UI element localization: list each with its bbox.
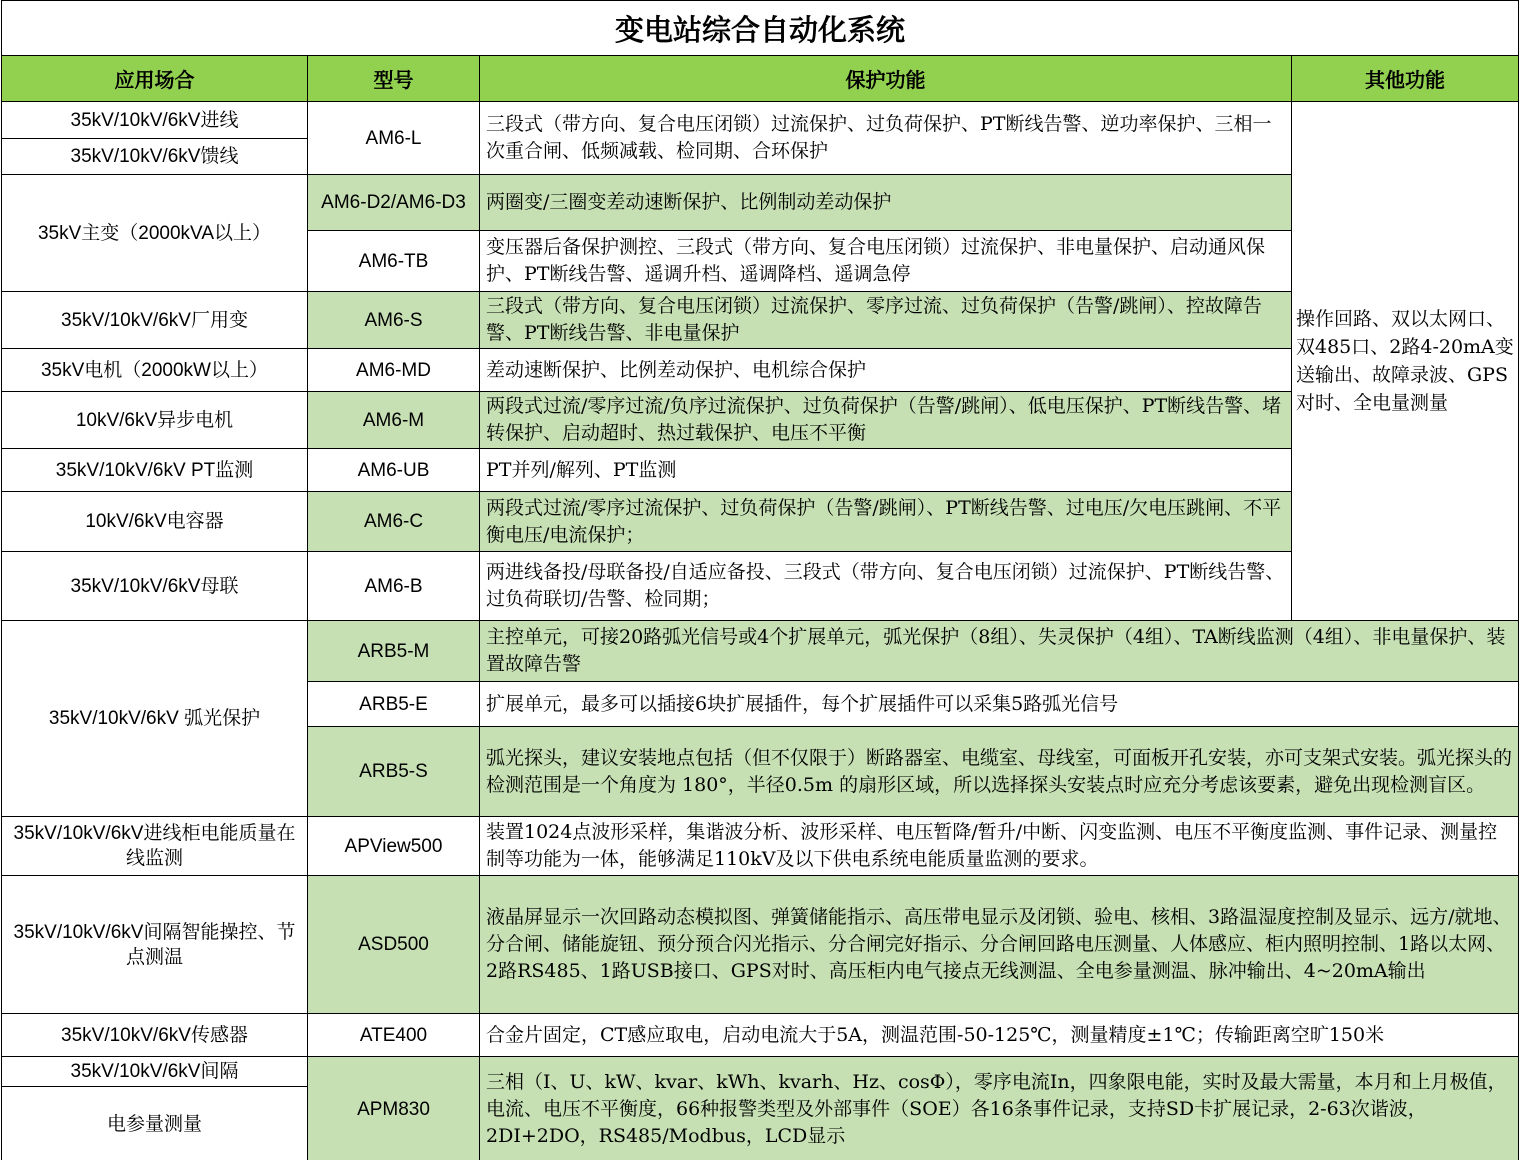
app-cell-bus-tie: 35kV/10kV/6kV母联 — [2, 552, 308, 621]
col-header-protection: 保护功能 — [480, 56, 1292, 102]
protection-cell-apm830: 三相（I、U、kW、kvar、kWh、kvarh、Hz、cosΦ），零序电流In，四象限电能，实时及最大需量，本月和上月极值，电流、电压不平衡度，66种报警类型及外部事件（SOE）各16条事件记录，支持SD卡扩展记录，2-63次谐波，2DI+2DO，RS485/Modbus，LCD显示 — [480, 1057, 1519, 1160]
protection-cell-ate400: 合金片固定，CT感应取电，启动电流大于5A，测温范围-50-125℃，测量精度±1℃；传输距离空旷150米 — [480, 1014, 1519, 1057]
model-cell-am6-s: AM6-S — [308, 292, 480, 349]
protection-cell-arb5-m: 主控单元，可接20路弧光信号或4个扩展单元，弧光保护（8组）、失灵保护（4组）、TA断线监测（4组）、非电量保护、装置故障告警 — [480, 621, 1519, 682]
protection-cell-am6-ub: PT并列/解列、PT监测 — [480, 449, 1292, 492]
model-cell-apm830: APM830 — [308, 1057, 480, 1160]
protection-cell-arb5-e: 扩展单元，最多可以插接6块扩展插件，每个扩展插件可以采集5路弧光信号 — [480, 682, 1519, 727]
app-cell-station-transformer: 35kV/10kV/6kV厂用变 — [2, 292, 308, 349]
app-cell-power-quality: 35kV/10kV/6kV进线柜电能质量在线监测 — [2, 817, 308, 876]
app-cell-feeder-line: 35kV/10kV/6kV馈线 — [2, 139, 308, 175]
protection-cell-am6-d2-d3: 两圈变/三圈变差动速断保护、比例制动差动保护 — [480, 175, 1292, 231]
col-header-application: 应用场合 — [2, 56, 308, 102]
protection-cell-am6-c: 两段式过流/零序过流保护、过负荷保护（告警/跳闸）、PT断线告警、过电压/欠电压跳闸、不平衡电压/电流保护； — [480, 492, 1292, 552]
model-cell-am6-ub: AM6-UB — [308, 449, 480, 492]
protection-cell-am6-b: 两进线备投/母联备投/自适应备投、三段式（带方向、复合电压闭锁）过流保护、PT断线告警、过负荷联切/告警、检同期； — [480, 552, 1292, 621]
model-cell-apview500: APView500 — [308, 817, 480, 876]
app-cell-arc-protection: 35kV/10kV/6kV 弧光保护 — [2, 621, 308, 817]
app-cell-bay: 35kV/10kV/6kV间隔 — [2, 1057, 308, 1087]
col-header-other: 其他功能 — [1292, 56, 1519, 102]
product-table — [1, 0, 1519, 1160]
model-cell-arb5-s: ARB5-S — [308, 727, 480, 817]
model-cell-arb5-m: ARB5-M — [308, 621, 480, 682]
model-cell-am6-md: AM6-MD — [308, 349, 480, 392]
model-cell-am6-b: AM6-B — [308, 552, 480, 621]
model-cell-ate400: ATE400 — [308, 1014, 480, 1057]
protection-cell-asd500: 液晶屏显示一次回路动态模拟图、弹簧储能指示、高压带电显示及闭锁、验电、核相、3路温湿度控制及显示、远方/就地、分合闸、储能旋钮、预分预合闪光指示、分合闸完好指示、分合闸回路电压测量、人体感应、柜内照明控制、1路以太网、2路RS485、1路USB接口、GPS对时、高压柜内电气接点无线测温、全电参量测温、脉冲输出、4~20mA输出 — [480, 876, 1519, 1014]
page-title: 变电站综合自动化系统 — [2, 1, 1519, 56]
protection-cell-am6-l: 三段式（带方向、复合电压闭锁）过流保护、过负荷保护、PT断线告警、逆功率保护、三相一次重合闸、低频减载、检同期、合环保护 — [480, 102, 1292, 175]
app-cell-capacitor: 10kV/6kV电容器 — [2, 492, 308, 552]
protection-cell-arb5-s: 弧光探头，建议安装地点包括（但不仅限于）断路器室、电缆室、母线室，可面板开孔安装，亦可支架式安装。弧光探头的检测范围是一个角度为 180°，半径0.5m 的扇形区域，所以选择探头安装点时应充分考虑该要素，避免出现检测盲区。 — [480, 727, 1519, 817]
protection-cell-am6-md: 差动速断保护、比例差动保护、电机综合保护 — [480, 349, 1292, 392]
model-cell-asd500: ASD500 — [308, 876, 480, 1014]
model-cell-am6-m: AM6-M — [308, 392, 480, 449]
model-cell-arb5-e: ARB5-E — [308, 682, 480, 727]
model-cell-am6-tb: AM6-TB — [308, 231, 480, 292]
app-cell-electric-parameter: 电参量测量 — [2, 1087, 308, 1160]
app-cell-35kv-motor: 35kV电机（2000kW以上） — [2, 349, 308, 392]
model-cell-am6-c: AM6-C — [308, 492, 480, 552]
app-cell-pt-monitoring: 35kV/10kV/6kV PT监测 — [2, 449, 308, 492]
app-cell-main-transformer: 35kV主变（2000kVA以上） — [2, 175, 308, 292]
model-cell-am6-l: AM6-L — [308, 102, 480, 175]
app-cell-sensor: 35kV/10kV/6kV传感器 — [2, 1014, 308, 1057]
protection-cell-apview500: 装置1024点波形采样，集谐波分析、波形采样、电压暂降/暂升/中断、闪变监测、电压不平衡度监测、事件记录、测量控制等功能为一体，能够满足110kV及以下供电系统电能质量监测的要求。 — [480, 817, 1519, 876]
app-cell-incoming-line: 35kV/10kV/6kV进线 — [2, 102, 308, 139]
protection-cell-am6-s: 三段式（带方向、复合电压闭锁）过流保护、零序过流、过负荷保护（告警/跳闸）、控故障告警、PT断线告警、非电量保护 — [480, 292, 1292, 349]
protection-cell-am6-tb: 变压器后备保护测控、三段式（带方向、复合电压闭锁）过流保护、非电量保护、启动通风保护、PT断线告警、遥调升档、遥调降档、遥调急停 — [480, 231, 1292, 292]
col-header-model: 型号 — [308, 56, 480, 102]
app-cell-smart-control: 35kV/10kV/6kV间隔智能操控、节点测温 — [2, 876, 308, 1014]
protection-cell-am6-m: 两段式过流/零序过流/负序过流保护、过负荷保护（告警/跳闸）、低电压保护、PT断线告警、堵转保护、启动超时、热过载保护、电压不平衡 — [480, 392, 1292, 449]
other-functions-cell: 操作回路、双以太网口、双485口、2路4-20mA变送输出、故障录波、GPS对时、全电量测量 — [1292, 102, 1519, 621]
model-cell-am6-d2-d3: AM6-D2/AM6-D3 — [308, 175, 480, 231]
app-cell-async-motor: 10kV/6kV异步电机 — [2, 392, 308, 449]
